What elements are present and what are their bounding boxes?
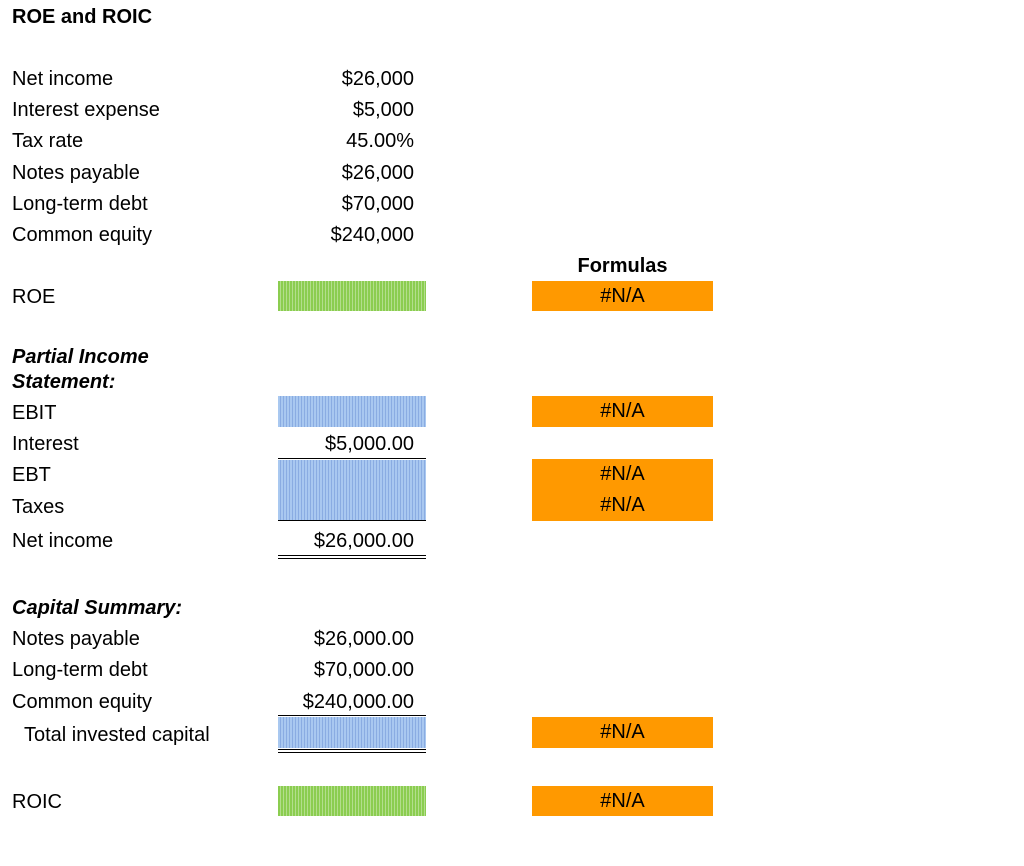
total-double-underline-2 (278, 752, 426, 753)
income-statement-heading-line1: Partial Income (12, 346, 149, 368)
roe-label: ROE (12, 286, 56, 308)
input-label-tax-rate: Tax rate (12, 130, 84, 152)
cap-long-term-debt-label: Long-term debt (12, 659, 148, 681)
income-statement-heading-line2: Statement: (12, 371, 116, 393)
sheet-title: ROE and ROIC (12, 6, 153, 28)
input-value-interest-expense[interactable]: $5,000 (352, 99, 414, 121)
total-invested-capital-answer-cell[interactable] (278, 717, 426, 748)
cap-common-equity-label: Common equity (12, 691, 153, 713)
roe-formula-cell[interactable]: #N/A (532, 281, 713, 311)
common-equity-underline (278, 715, 426, 716)
interest-value[interactable]: $5,000.00 (325, 433, 414, 455)
input-label-long-term-debt: Long-term debt (12, 193, 148, 215)
interest-underline (278, 458, 426, 459)
cap-notes-payable-label: Notes payable (12, 628, 140, 650)
ebt-formula-cell[interactable]: #N/A (532, 459, 713, 490)
input-label-notes-payable: Notes payable (12, 162, 140, 184)
taxes-label: Taxes (12, 496, 65, 518)
cap-notes-payable-value[interactable]: $26,000.00 (313, 628, 414, 650)
taxes-underline (278, 520, 426, 521)
ebt-taxes-answer-cells[interactable] (278, 460, 426, 520)
total-invested-capital-formula-cell[interactable]: #N/A (532, 717, 713, 748)
taxes-formula-cell[interactable]: #N/A (532, 490, 713, 521)
roe-answer-cell[interactable] (278, 281, 426, 311)
ebit-label: EBIT (12, 402, 57, 424)
formulas-header: Formulas (577, 255, 668, 277)
input-label-interest-expense: Interest expense (12, 99, 160, 121)
ebit-answer-cell[interactable] (278, 396, 426, 427)
total-double-underline-1 (278, 749, 426, 750)
input-value-long-term-debt[interactable]: $70,000 (341, 193, 414, 215)
roic-label: ROIC (12, 791, 62, 813)
net-income-double-underline-2 (278, 558, 426, 559)
capital-summary-heading: Capital Summary: (12, 597, 183, 619)
net-income-value[interactable]: $26,000.00 (313, 530, 414, 552)
interest-label: Interest (12, 433, 79, 455)
roic-formula-cell[interactable]: #N/A (532, 786, 713, 816)
ebt-label: EBT (12, 464, 51, 486)
roic-answer-cell[interactable] (278, 786, 426, 816)
input-label-net-income: Net income (12, 68, 114, 90)
net-income-label: Net income (12, 530, 114, 552)
input-value-tax-rate[interactable]: 45.00% (346, 130, 414, 152)
input-label-common-equity: Common equity (12, 224, 153, 246)
net-income-double-underline-1 (278, 555, 426, 556)
cap-common-equity-value[interactable]: $240,000.00 (302, 691, 414, 713)
input-value-notes-payable[interactable]: $26,000 (341, 162, 414, 184)
input-value-common-equity[interactable]: $240,000 (330, 224, 414, 246)
cap-long-term-debt-value[interactable]: $70,000.00 (313, 659, 414, 681)
total-invested-capital-label: Total invested capital (24, 724, 210, 746)
ebit-formula-cell[interactable]: #N/A (532, 396, 713, 427)
input-value-net-income[interactable]: $26,000 (341, 68, 414, 90)
